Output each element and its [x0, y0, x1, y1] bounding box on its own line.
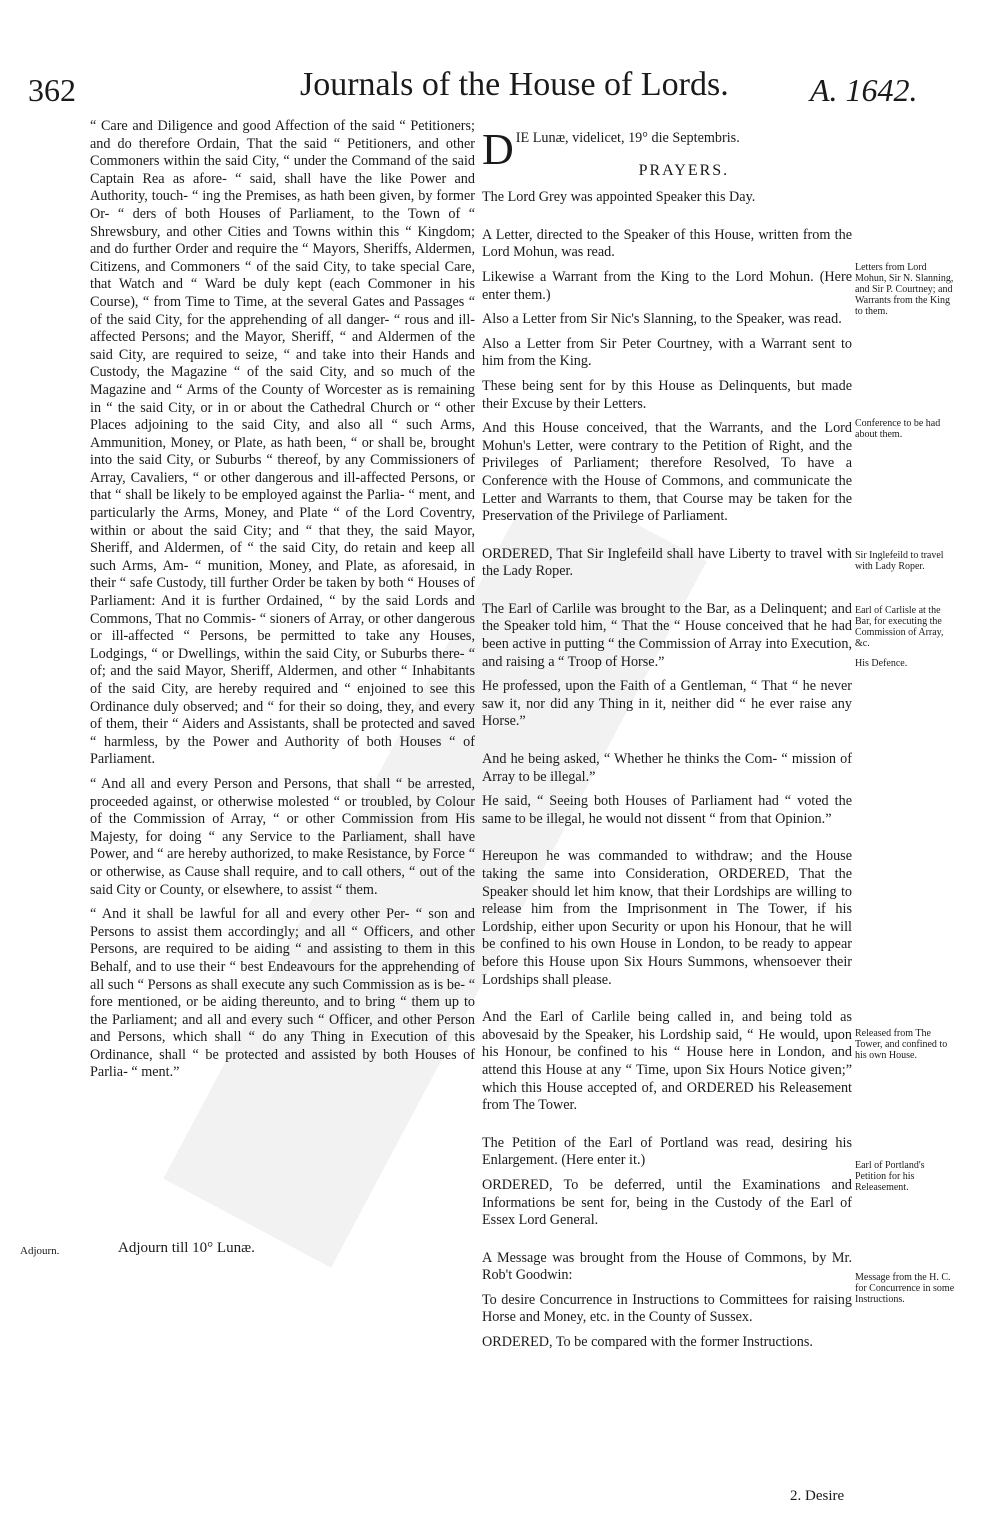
drop-cap: D: [482, 125, 514, 174]
right-column: [482, 125, 852, 1359]
para-message: A Message was brought from the House of Commons, by Mr. Rob't Goodwin:: [482, 1249, 852, 1284]
para-concurrence: To desire Concurrence in Instructions to Committees for raising Horse and Money, etc. in the County of Sussex.: [482, 1291, 852, 1326]
para-defence: He professed, upon the Faith of a Gentleman, “ That “ he never saw it, nor did any Thing in it, neither did “ he ever raise any Horse.”: [482, 678, 852, 730]
para-inglefeild: ORDERED, That Sir Inglefeild shall have Liberty to travel with the Lady Roper.: [482, 545, 852, 580]
margin-note-message: Message from the H. C. for Concurrence in some Instructions.: [855, 1272, 955, 1305]
ordinance-para-1: “ Care and Diligence and good Affection of the said “ Petitioners; and do therefore Ordain, That the said “ Petitioners, and other Commoners within the said City, “ under the Command of the said Captain Rea as afore- “ said, shall have the like Power and Authority, touch- “ ing the Premises, as hath been given, by former Or- “ ders of both Houses of Parliament, to the Town of “ Shrewsbury, and other Cities and Towns within this “ Kingdom; and do further Order and require the “ Mayors, Sheriffs, Aldermen, Citizens, and Commoners “ of the said City, to take special Care, that Watch and “ Ward be duly kept (each Commoner in his Course), “ from Time to Time, at the several Gates and Passages “ of the said City, for the apprehending of all danger- “ rous and ill-affected Persons; and the Mayor, Sheriff, “ and Aldermen of the said City, are required to seize, “ and take into their Hands and Custody, the Magazine “ of the said City, and so much of the Magazine and “ Arms of the County of Worcester as is remaining in “ the said City, or in or about the Cathedral Church or “ other Places adjoining to the said City, and also all “ such Arms, Ammunition, Money, or Plate, as hath been, “ or shall be, brought into the said City, or Suburbs “ thereof, by any Commissioners of Array, Cavaliers, “ or other dangerous and ill-affected Persons, or that “ shall be likely to be employed against the Parlia- “ ment, and particularly the Arms, Money, and Plate “ of the Lord Coventry, within or about the said City; and “ that they, the said Mayor, Sheriff, and Aldermen, of “ the said City, do retain and keep all such Arms, Am- “ munition, Money, and Plate, as aforesaid, in their “ safe Custody, till further Order be taken by both “ Houses of Parliament: And it is further Ordained, “ by the said Lords and Commons, That no Commis- “ sioners of Array, or other dangerous or ill-affected “ Persons, be permitted to take any Houses, Lodgings, “ or Dwellings, within the said City, or Suburbs there- “ of; and the said Mayor, Sheriff, Aldermen, and other “ Inhabitants of the said City, are hereby required and “ enjoined to see this Ordinance duly observed; and “ for their so doing, they, and every of them, their “ Aiders and Assistants, shall be protected and saved “ harmless, by the Power and Authority of both Houses “ of Parliament.: [90, 118, 475, 768]
page-number: 362: [28, 72, 76, 108]
page-header: [0, 58, 992, 108]
margin-note-inglefeild: Sir Inglefeild to travel with Lady Roper.: [855, 550, 944, 572]
para-letter-slanning: Also a Letter from Sir Nic's Slanning, to the Speaker, was read.: [482, 311, 842, 328]
para-conference: And this House conceived, that the Warrants, and the Lord Mohun's Letter, were contrary to the Petition of Right, and the Privileges of Parliament; therefore Resolved, To have a Conference with the House of Commons, and communicate the Letter and Warrants to them, that Course may be taken for the Preservation of the Privilege of Parliament.: [482, 420, 852, 525]
session-date: DIE Lunæ, videlicet, 19° die Septembris.: [482, 125, 740, 174]
para-delinquents: These being sent for by this House as Delinquents, but made their Excuse by their Letters.: [482, 377, 852, 412]
margin-note-portland: Earl of Portland's Petition for his Releasement.: [855, 1160, 925, 1193]
catchword: 2. Desire: [790, 1488, 845, 1504]
para-answer: He said, “ Seeing both Houses of Parliament had “ voted the same to be illegal, he would not dissent “ from that Opinion.”: [482, 793, 852, 827]
margin-note-conference: Conference to be had about them.: [855, 418, 941, 440]
para-portland: The Petition of the Earl of Portland was read, desiring his Enlargement. (Here enter it.): [482, 1134, 852, 1169]
left-column: [90, 118, 475, 1089]
para-compared: ORDERED, To be compared with the former Instructions.: [482, 1334, 813, 1351]
adjourn-entry: Adjourn till 10° Lunæ.: [118, 1240, 255, 1256]
para-deferred: ORDERED, To be deferred, until the Examinations and Informations be sent for, being in the Custody of the Earl of Essex Lord General.: [482, 1176, 852, 1229]
margin-note-letters: Letters from Lord Mohun, Sir N. Slanning, and Sir P. Courtney; and Warrants from the King to them.: [855, 262, 954, 317]
year-mark: A. 1642.: [810, 72, 918, 108]
para-warrant: Likewise a Warrant from the King to the Lord Mohun. (Here enter them.): [482, 268, 852, 303]
para-letter-mohun: A Letter, directed to the Speaker of this House, written from the Lord Mohun, was read.: [482, 226, 852, 261]
margin-note-released: Released from The Tower, and confined to his own House.: [855, 1028, 948, 1061]
ordinance-para-2: “ And all and every Person and Persons, that shall “ be arrested, proceeded against, or otherwise molested “ or troubled, by Colour of the Commission of Array, “ or other Commission from His Majesty, for doing “ any Service to the Parliament, shall have Power, and “ are hereby authorized, to make Resistance, by Force “ or otherwise, as Cause shall require, and to call others, “ out of the said City or County, or elsewhere, to assist “ them.: [90, 775, 475, 898]
para-speaker: The Lord Grey was appointed Speaker this Day.: [482, 189, 756, 206]
para-letter-courtney: Also a Letter from Sir Peter Courtney, with a Warrant sent to him from the King.: [482, 335, 852, 370]
para-asked: And he being asked, “ Whether he thinks the Com- “ mission of Array to be illegal.”: [482, 751, 852, 785]
running-title: Journals of the House of Lords.: [300, 66, 729, 103]
prayers-heading: PRAYERS.: [638, 161, 730, 179]
ordinance-para-3: “ And it shall be lawful for all and every other Per- “ son and Persons to assist them accordingly; and all “ Officers, and other Persons, are required to be aiding “ and assisting to them in this Behalf, and to use their “ best Endeavours for the apprehending of all such “ Persons as shall execute any such Commission as is be- “ fore mentioned, or be aiding thereunto, and to bring “ them up to the Parliament; and all and every such “ Officer, and other Person and Persons, which shall “ do any Thing in Execution of this Ordinance, shall “ be protected and assisted by both Houses of Parlia- “ ment.”: [90, 906, 475, 1081]
margin-note-defence: His Defence.: [855, 658, 908, 669]
para-carlile-bar: The Earl of Carlile was brought to the Bar, as a Delinquent; and the Speaker told him, “ That the “ House conceived that he had been active in putting “ the Commission of Array into Execution, and raising a “ Troop of Horse.”: [482, 600, 852, 670]
margin-note-carlile: Earl of Carlisle at the Bar, for executing the Commission of Array, &c.: [855, 605, 944, 649]
margin-note-adjourn: Adjourn.: [20, 1245, 60, 1257]
para-released: And the Earl of Carlile being called in, and being told as abovesaid by the Speaker, his Lordship said, “ He would, upon his Honour, be confined to his “ House here in London, and attend this House at any “ Time, upon Six Hours Notice given;” which this House accepted of, and ORDERED his Releasement from The Tower.: [482, 1009, 852, 1114]
para-withdraw: Hereupon he was commanded to withdraw; and the House taking the same into Consideration, ORDERED, That the Speaker should let him know, that their Lordships are willing to release him from the Imprisonment in The Tower, if his Lordship, either upon Security or upon his Honour, that he will be confined to his own House in London, to be ready to appear before this House upon Six Hours Summons, whensoever their Lordships shall please.: [482, 848, 852, 988]
